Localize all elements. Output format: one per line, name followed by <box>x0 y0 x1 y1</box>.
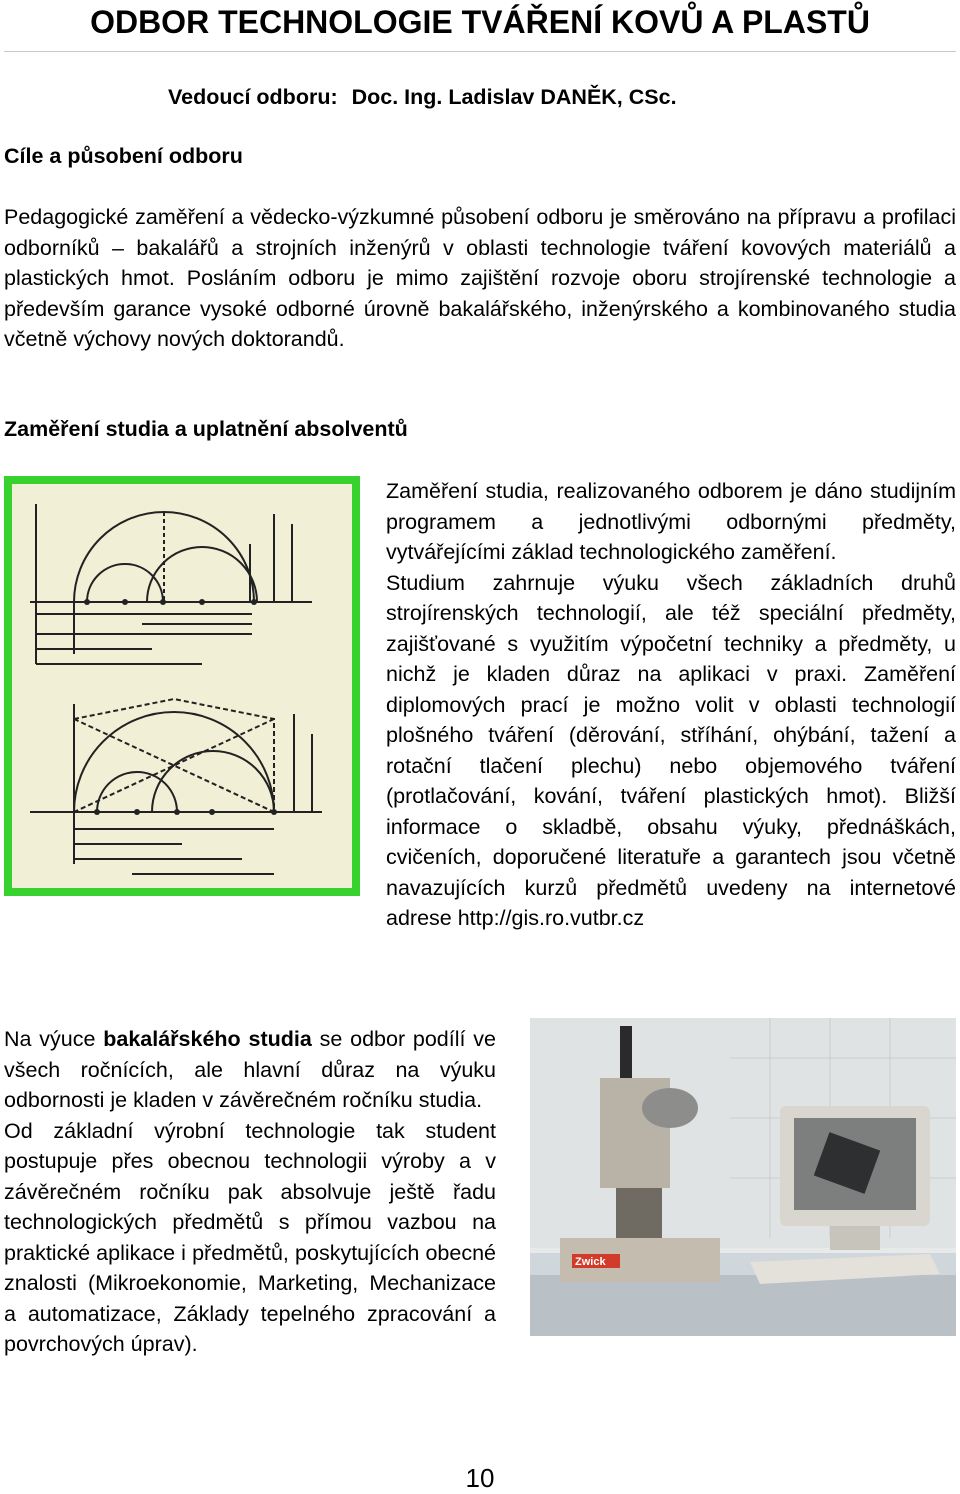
bachelor-rest: se odbor podílí ve všech ročnících, ale hlavní důraz na výuku odbornosti je kladen v závěrečném ročníku studia. <box>4 1027 496 1112</box>
department-head-label: Vedoucí odboru: <box>168 85 338 109</box>
section-heading-goals: Cíle a působení odboru <box>4 144 243 168</box>
bachelor-study-block <box>4 1024 956 1374</box>
study-content-paragraph: Studium zahrnuje výuku všech základních druhů strojírenských technologií, ale též speciální předměty, zajišťované s využitím výpočetní techniky a předměty, u nichž je kladen důraz na aplikaci v praxi. Zaměření diplomových prací je možno volit v oblasti technologií plošného tváření (děrování, stříhání, ohýbání, tažení a rotační tlačení plechu) nebo objemového tváření (protlačování, kování, tváření plastických hmot). Bližší informace o skladbě, obsahu výuky, přednáškách, cvičeních, doporučené literatuře a garantech jsou včetně navazujících kurzů předmětů uvedeny na internetové adrese http://gis.ro.vutbr.cz <box>386 570 956 930</box>
figure-spacer <box>4 476 386 914</box>
study-progress-paragraph: Od základní výrobní technologie tak student postupuje přes obecnou technologii výroby a v závěrečném ročníku pak absolvuje ještě řadu technologických předmětů s přímou vazbou na praktické aplikace i předmětů, poskytujících obecné znalosti (Mikroekonomie, Marketing, Mechanizace a automatizace, Základy tepelného zpracování a povrchových úprav). <box>4 1118 496 1356</box>
page-number: 10 <box>465 1463 495 1493</box>
study-focus-paragraph: Zaměření studia, realizovaného odborem je dáno studijním programem a jednotlivými odbornými předměty, vytvářejícími základ technologického zaměření. <box>386 479 956 564</box>
goals-paragraph: Pedagogické zaměření a vědecko-výzkumné působení odboru je směrováno na přípravu a profilaci odborníků – bakalářů a strojních inženýrů v oblasti technologie tváření kovových materiálů a plastických hmot. Posláním odboru je mimo zajištění rozvoje oboru strojírenské technologie a především garance vysoké odborné úrovně bakalářského, inženýrského a kombinovaného studia včetně výchovy nových doktorandů. <box>4 205 956 351</box>
tester-brand-label: Zwick <box>575 1256 606 1268</box>
photo-spacer <box>496 1024 956 1374</box>
bachelor-lead: Na výuce <box>4 1027 104 1051</box>
department-head-name: Doc. Ing. Ladislav DANĚK, CSc. <box>351 85 677 109</box>
page-title: ODBOR TECHNOLOGIE TVÁŘENÍ KOVŮ A PLASTŮ <box>90 4 870 40</box>
title-divider <box>4 51 956 52</box>
section-heading-study: Zaměření studia a uplatnění absolventů <box>4 417 408 441</box>
bachelor-bold: bakalářského studia <box>103 1027 312 1051</box>
department-head <box>168 82 677 113</box>
study-focus-block <box>4 476 956 934</box>
